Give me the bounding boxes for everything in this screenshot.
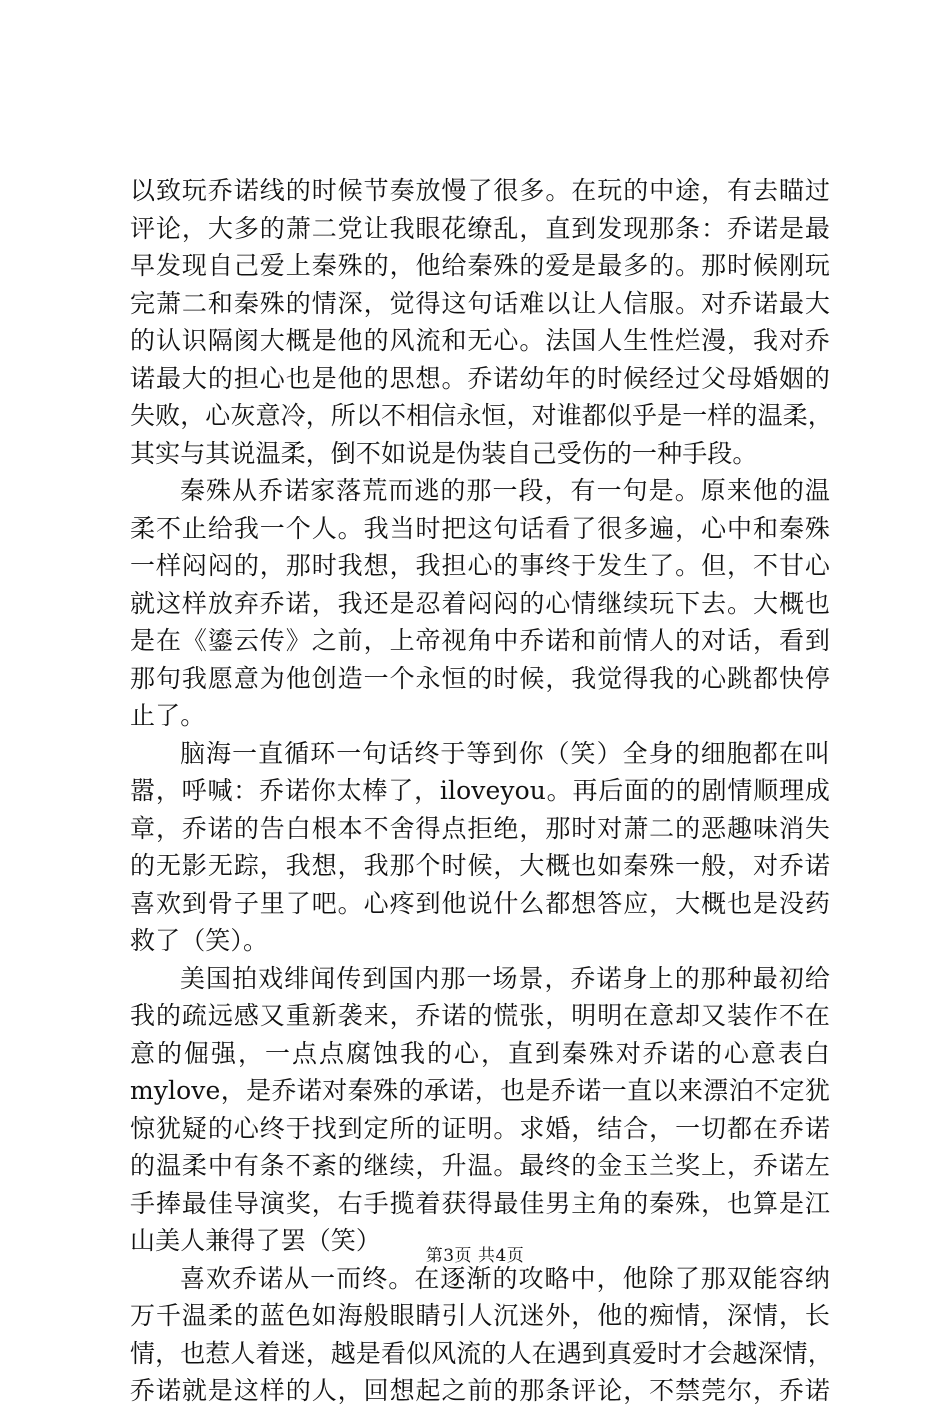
text-line: 其实与其说温柔，倒不如说是伪装自己受伤的一种手段。: [130, 438, 758, 468]
text-line: 万千温柔的蓝色如海般眼睛引人沉迷外，他的痴情，深情，长: [130, 1301, 830, 1330]
text-line: 的认识隔阂大概是他的风流和无心。法国人生性烂漫，我对乔: [130, 326, 830, 355]
page-footer: [0, 1241, 950, 1266]
text-line: 山美人兼得了罢（笑）: [130, 1226, 382, 1255]
text-line: 那句我愿意为他创造一个永恒的时候，我觉得我的心跳都快停: [130, 663, 830, 693]
text-line: 失败，心灰意冷，所以不相信永恒，对谁都似乎是一样的温柔，: [130, 401, 833, 430]
text-line: 惊犹疑的心终于找到定所的证明。求婚，结合，一切都在乔诺: [130, 1113, 830, 1143]
text-line: mylove，是乔诺对秦殊的承诺，也是乔诺一直以来漂泊不定犹: [130, 1076, 830, 1105]
text-line: 的温柔中有条不紊的继续，升温。最终的金玉兰奖上，乔诺左: [130, 1151, 830, 1180]
text-line: 脑海一直循环一句话终于等到你（笑）全身的细胞都在叫: [180, 738, 830, 768]
text-line: 乔诺就是这样的人，回想起之前的那条评论，不禁莞尔，乔诺: [130, 1376, 830, 1405]
text-line: 章，乔诺的告白根本不舍得点拒绝，那时对萧二的恶趣味消失: [130, 813, 830, 843]
document-body: [130, 172, 833, 1410]
text-line: 止了。: [130, 701, 206, 730]
text-line: 的无影无踪，我想，我那个时候，大概也如秦殊一般，对乔诺: [130, 851, 830, 880]
text-line: 评论，大多的萧二党让我眼花缭乱，直到发现那条：乔诺是最: [130, 213, 830, 243]
text-line: 美国拍戏绯闻传到国内那一场景，乔诺身上的那种最初给: [180, 963, 830, 993]
page-number: 第3页 共4页: [425, 1246, 525, 1266]
text-line: 以致玩乔诺线的时候节奏放慢了很多。在玩的中途，有去瞄过: [130, 176, 830, 205]
text-line: 情，也惹人着迷，越是看似风流的人在遇到真爱时才会越深情，: [130, 1338, 833, 1368]
text-line: 柔不止给我一个人。我当时把这句话看了很多遍，心中和秦殊: [130, 513, 830, 543]
text-line: 手捧最佳导演奖，右手揽着获得最佳男主角的秦殊，也算是江: [130, 1188, 830, 1218]
text-line: 就这样放弃乔诺，我还是忍着闷闷的心情继续玩下去。大概也: [130, 588, 830, 618]
text-line: 一样闷闷的，那时我想，我担心的事终于发生了。但，不甘心: [130, 551, 830, 580]
text-line: 救了（笑）。: [130, 926, 269, 955]
text-line: 完萧二和秦殊的情深，觉得这句话难以让人信服。对乔诺最大: [130, 288, 830, 318]
text-line: 早发现自己爱上秦殊的，他给秦殊的爱是最多的。那时候刚玩: [130, 251, 830, 280]
text-line: 嚣，呼喊：乔诺你太棒了，iloveyou。再后面的的剧情顺理成: [130, 776, 830, 805]
text-line: 诺最大的担心也是他的思想。乔诺幼年的时候经过父母婚姻的: [130, 363, 830, 393]
text-line: 意的倔强，一点点腐蚀我的心，直到秦殊对乔诺的心意表白: [130, 1038, 830, 1068]
text-line: 是在《鎏云传》之前，上帝视角中乔诺和前情人的对话，看到: [130, 626, 830, 655]
text-line: 喜欢乔诺从一而终。在逐渐的攻略中，他除了那双能容纳: [180, 1263, 830, 1293]
text-line: 喜欢到骨子里了吧。心疼到他说什么都想答应，大概也是没药: [130, 888, 830, 918]
text-line: 我的疏远感又重新袭来，乔诺的慌张，明明在意却又装作不在: [130, 1001, 830, 1030]
text-line: 秦殊从乔诺家落荒而逃的那一段，有一句是。原来他的温: [180, 476, 830, 505]
